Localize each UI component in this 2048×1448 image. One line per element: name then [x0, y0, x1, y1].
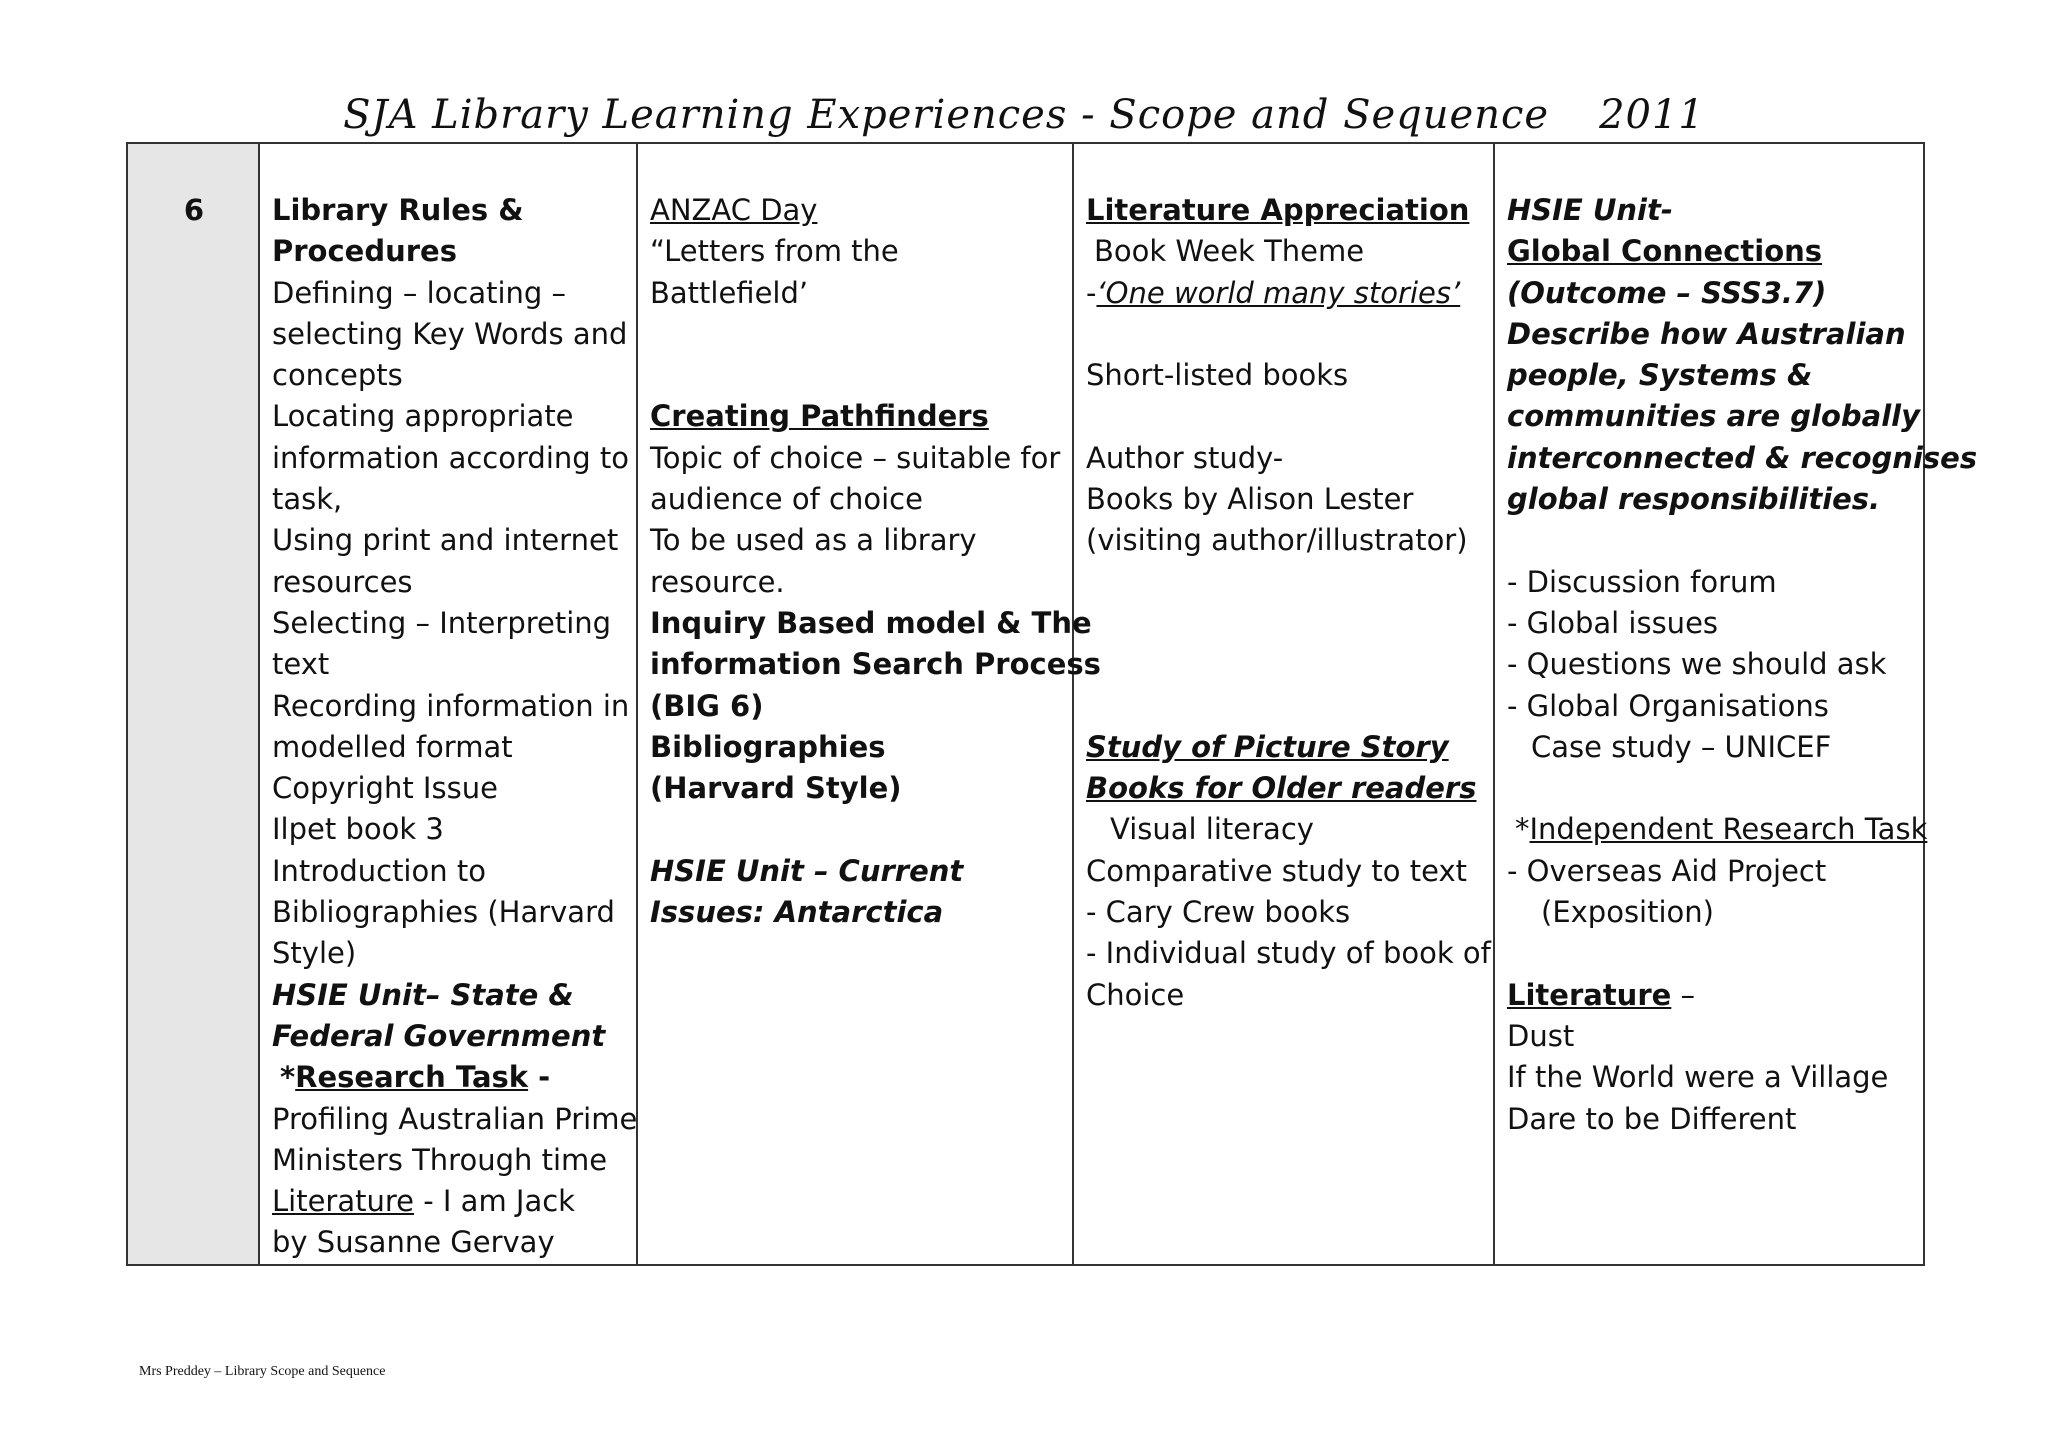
bibliographies-heading: Bibliographies: [650, 729, 886, 764]
text-line: Copyright Issue: [272, 771, 498, 806]
column-hsie: [1494, 143, 1978, 1265]
spacer: [1507, 768, 1913, 809]
text-line: - Individual study of book of: [1086, 936, 1491, 971]
spacer: [1086, 686, 1483, 727]
hsie-current-issues-heading-cont: Issues: Antarctica: [650, 895, 944, 930]
literature-line: [272, 1181, 626, 1222]
spacer: [1086, 562, 1483, 603]
spacer: [1086, 644, 1483, 685]
list-item: - Global Organisations: [1507, 688, 1829, 723]
outcome-description: communities are globally: [1507, 399, 1920, 434]
text-line: Style): [272, 936, 357, 971]
outcome-description: interconnected & recognises: [1507, 440, 1978, 475]
book-week-theme-line: [1086, 273, 1483, 314]
column-literature: [1073, 143, 1494, 1265]
text-line: Ministers Through time: [272, 1142, 608, 1177]
list-item: - Global issues: [1507, 605, 1719, 640]
list-item: Dare to be Different: [1507, 1101, 1797, 1136]
text-line: Introduction to: [272, 853, 486, 888]
text-line: - Cary Crew books: [1086, 895, 1351, 930]
text-line: concepts: [272, 358, 403, 393]
text-line: Locating appropriate: [272, 399, 574, 434]
list-item: If the World were a Village: [1507, 1060, 1889, 1095]
literature-heading: Literature: [1507, 977, 1672, 1012]
list-item: Dust: [1507, 1018, 1575, 1053]
text-line: (visiting author/illustrator): [1086, 523, 1468, 558]
spacer: [1507, 933, 1913, 974]
grade-cell: [127, 143, 259, 1265]
text-line: Defining – locating –: [272, 275, 567, 310]
text-line: Profiling Australian Prime: [272, 1101, 638, 1136]
text-line: Book Week Theme: [1094, 234, 1365, 269]
text-line: Visual literacy: [1110, 812, 1314, 847]
inquiry-model-heading-cont: information Search Process: [650, 647, 1101, 682]
book-week-theme-title: ‘One world many stories’: [1096, 275, 1461, 310]
global-connections-heading: Global Connections: [1507, 234, 1823, 269]
title-year: 2011: [1599, 92, 1705, 138]
research-task-line: [272, 1057, 626, 1098]
text-line: Battlefield’: [650, 275, 809, 310]
spacer: [650, 809, 1062, 850]
text-line: Author study-: [1086, 440, 1284, 475]
outcome-description: Describe how Australian: [1507, 316, 1906, 351]
asterisk: *: [280, 1060, 296, 1095]
picture-story-heading-cont: Books for Older readers: [1086, 771, 1477, 806]
inquiry-model-heading: Inquiry Based model & The: [650, 605, 1092, 640]
text-line: Short-listed books: [1086, 358, 1349, 393]
text-line: Topic of choice – suitable for: [650, 440, 1061, 475]
hsie-unit-heading: HSIE Unit– State &: [272, 977, 574, 1012]
harvard-style-label: (Harvard Style): [650, 771, 902, 806]
asterisk: *: [1515, 812, 1530, 847]
dash: -: [528, 1060, 551, 1095]
outcome-label: (Outcome – SSS3.7): [1507, 275, 1827, 310]
column-library-skills: [259, 143, 637, 1265]
table-row: [127, 143, 1924, 1265]
literature-appreciation-heading: Literature Appreciation: [1086, 193, 1470, 227]
hsie-current-issues-heading: HSIE Unit – Current: [650, 853, 964, 888]
dash: -: [1086, 275, 1097, 310]
anzac-day-heading: ANZAC Day: [650, 193, 818, 227]
big6-label: (BIG 6): [650, 688, 764, 723]
page-footer: Mrs Preddey – Library Scope and Sequence: [139, 1364, 386, 1379]
library-rules-heading: Library Rules &: [272, 193, 524, 227]
list-item: - Discussion forum: [1507, 564, 1777, 599]
list-item-sub: Case study – UNICEF: [1531, 729, 1832, 764]
text-line: Bibliographies (Harvard: [272, 895, 615, 930]
picture-story-heading: Study of Picture Story: [1086, 729, 1449, 764]
literature-label: Literature: [272, 1184, 414, 1219]
dash: –: [1671, 977, 1696, 1012]
literature-title: - I am Jack: [414, 1184, 575, 1219]
title-text: SJA Library Learning Experiences - Scope and Sequence: [343, 92, 1550, 138]
text-line: Ilpet book 3: [272, 812, 444, 847]
text-line: “Letters from the: [650, 234, 899, 269]
research-task-heading: Research Task: [295, 1060, 529, 1095]
list-item-sub: (Exposition): [1541, 895, 1714, 930]
text-line: audience of choice: [650, 482, 923, 517]
spacer: [650, 314, 1062, 355]
grade-number: 6: [183, 193, 205, 227]
library-rules-heading-cont: Procedures: [272, 234, 457, 269]
spacer: [1086, 314, 1483, 355]
text-line: selecting Key Words and: [272, 316, 628, 351]
independent-research-heading: Independent Research Task: [1529, 812, 1928, 847]
text-line: by Susanne Gervay: [272, 1225, 555, 1260]
text-line: modelled format: [272, 729, 513, 764]
spacer: [1507, 520, 1913, 561]
list-item: - Questions we should ask: [1507, 647, 1887, 682]
document-title: [0, 92, 2048, 138]
text-line: Books by Alison Lester: [1086, 482, 1414, 517]
text-line: Recording information in: [272, 688, 630, 723]
outcome-description: global responsibilities.: [1507, 482, 1881, 517]
spacer: [650, 355, 1062, 396]
outcome-description: people, Systems &: [1507, 358, 1813, 393]
hsie-unit-heading: HSIE Unit-: [1507, 193, 1673, 227]
column-research: [637, 143, 1101, 1265]
text-line: Comparative study to text: [1086, 853, 1467, 888]
text-line: Choice: [1086, 977, 1185, 1012]
text-line: Using print and internet: [272, 523, 619, 558]
spacer: [1086, 396, 1483, 437]
text-line: resources: [272, 564, 413, 599]
text-line: Selecting – Interpreting: [272, 605, 612, 640]
hsie-unit-heading-cont: Federal Government: [272, 1018, 606, 1053]
text-line: information according to: [272, 440, 629, 475]
independent-research-line: [1507, 809, 1928, 850]
text-line: resource.: [650, 564, 785, 599]
text-line: task,: [272, 482, 343, 517]
literature-line: [1507, 975, 1913, 1016]
scope-sequence-table: [126, 142, 1978, 1266]
creating-pathfinders-heading: Creating Pathfinders: [650, 399, 989, 434]
list-item: - Overseas Aid Project: [1507, 853, 1827, 888]
text-line: To be used as a library: [650, 523, 977, 558]
text-line: text: [272, 647, 330, 682]
spacer: [1086, 603, 1483, 644]
